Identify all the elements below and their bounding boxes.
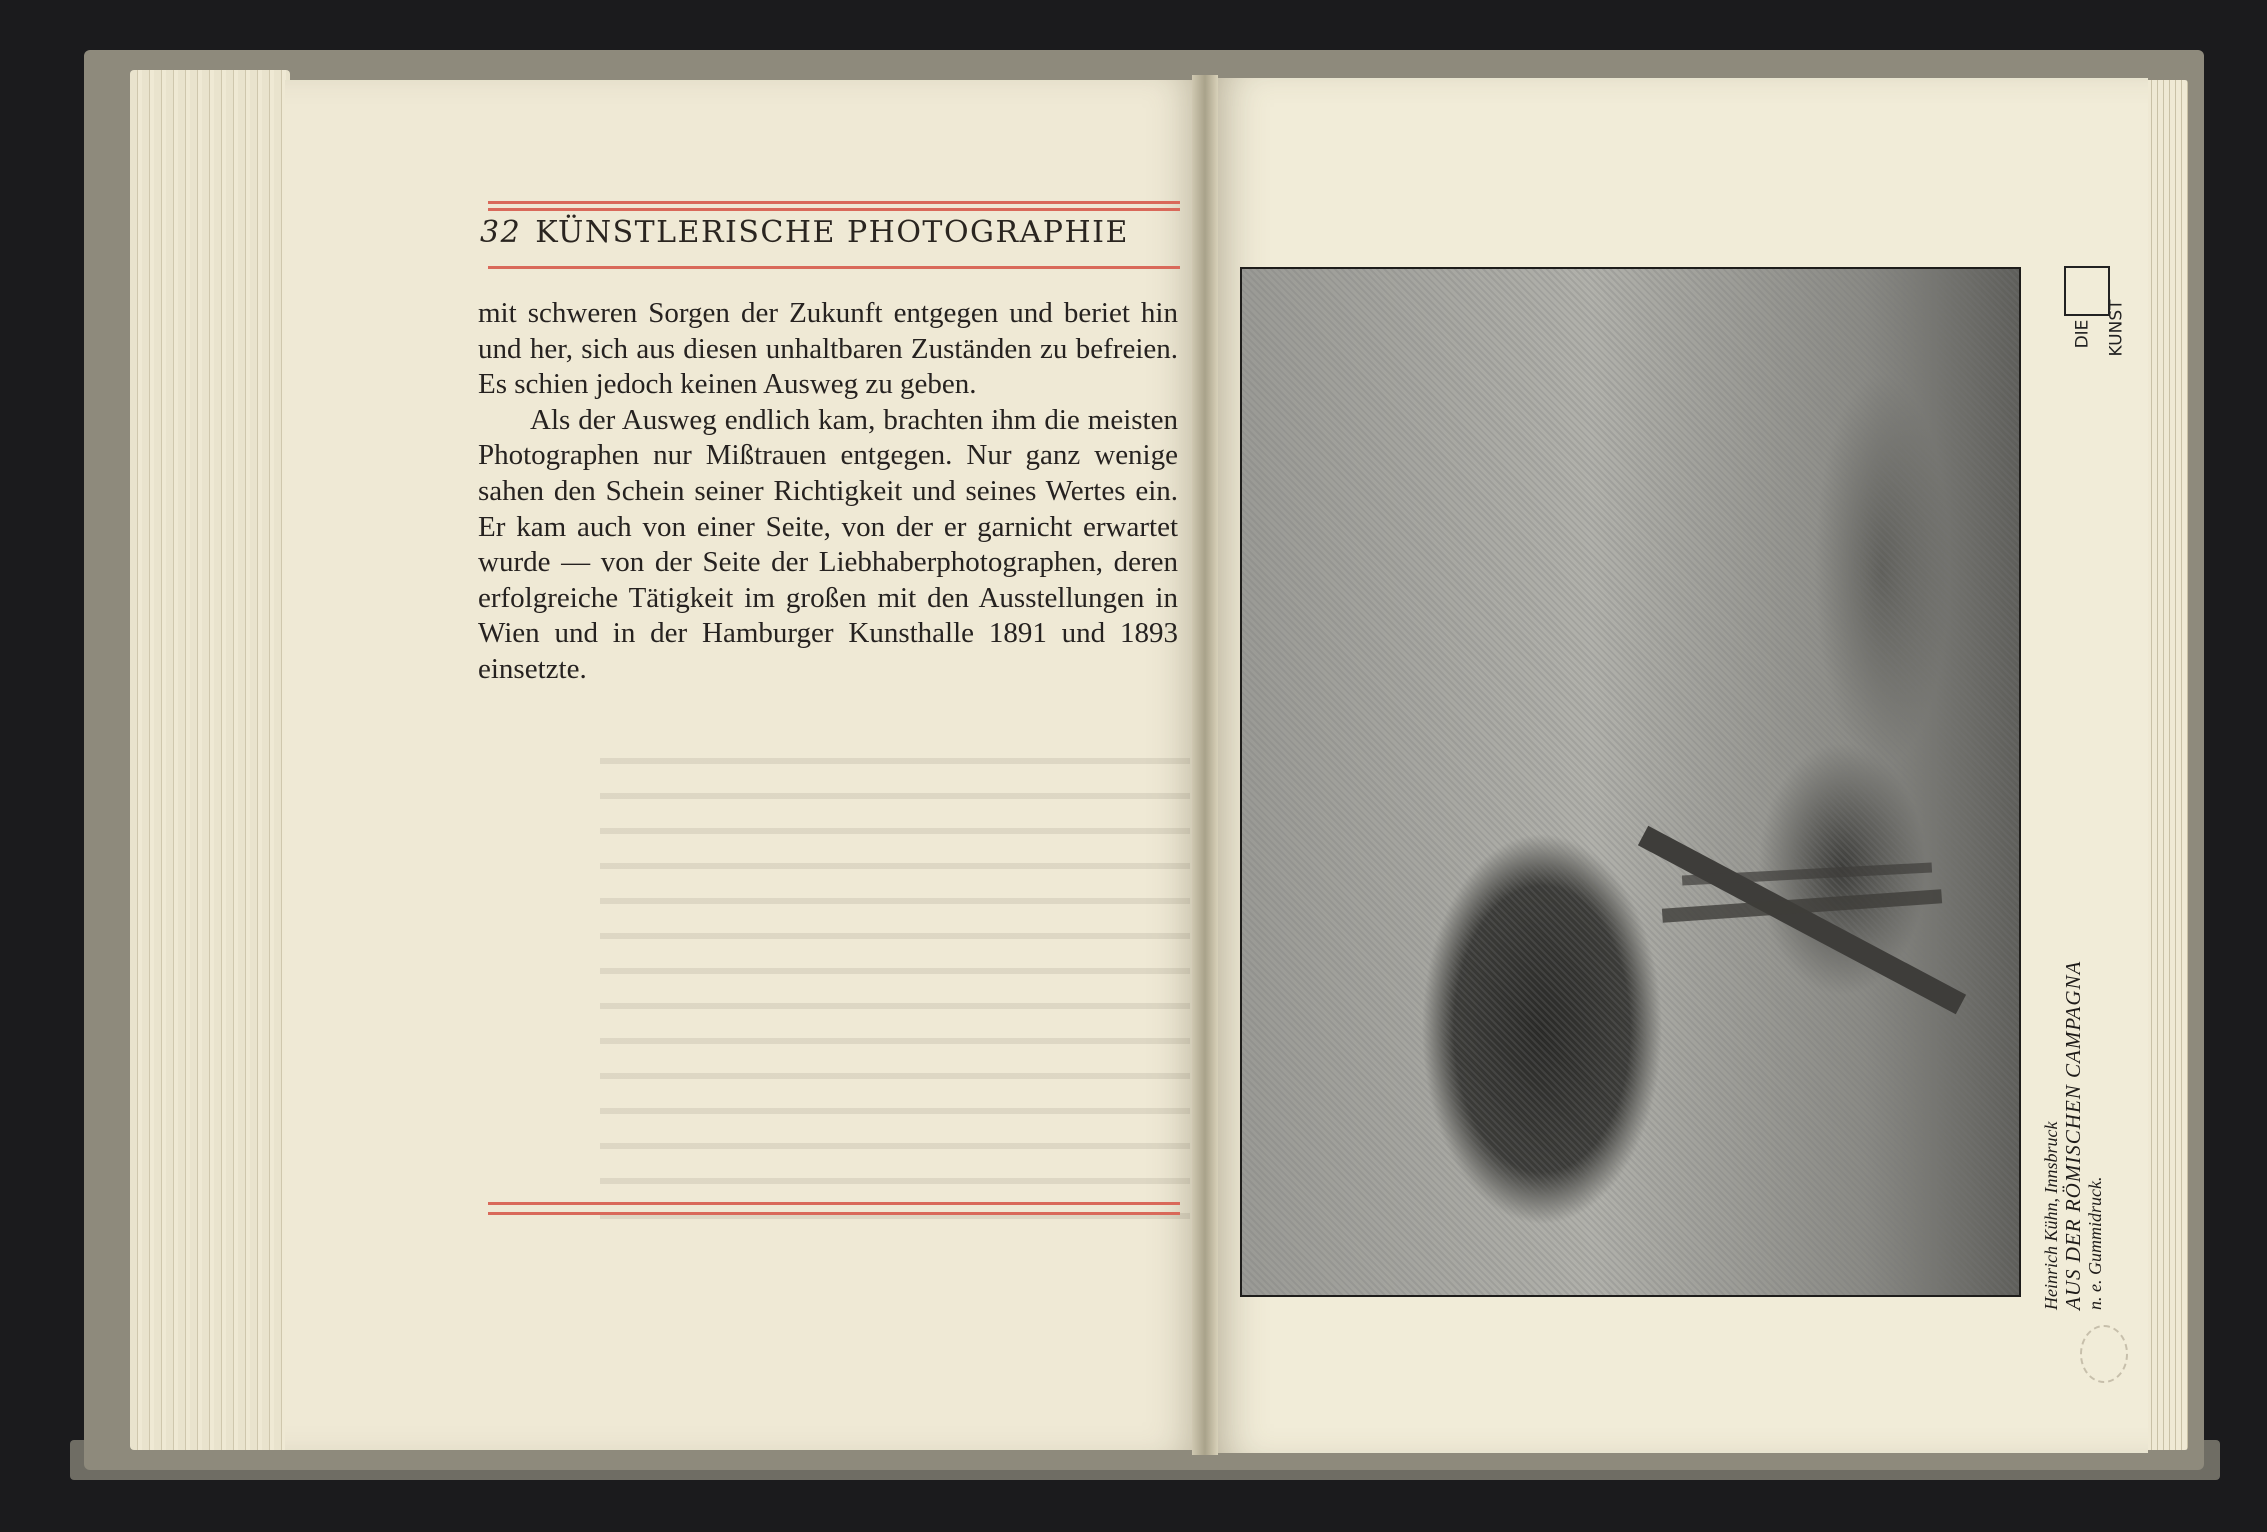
- logo-word-die: DIE: [2072, 319, 2093, 349]
- die-kunst-logo: [2062, 268, 2142, 357]
- caption-process: n. e. Gummidruck.: [2085, 1176, 2105, 1310]
- logo-frame: [2064, 266, 2110, 316]
- paragraph: Als der Ausweg endlich kam, brachten ihm die meisten Photographen nur Mißtrauen entgegen. Nur ganz wenige sahen den Schein seiner Richtigkeit und seines Wertes ein. Er kam auch von einer Seite, von der er garnicht erwartet wurde — von der Seite der Liebhaberphotographen, deren erfolgreiche Tätigkeit im großen mit den Ausstellungen in Wien und in der Hamburger Kunsthalle 1891 und 1893 einsetzte.: [478, 403, 1178, 685]
- page-number: 32: [480, 215, 522, 250]
- photo-grain: [1242, 269, 2019, 1295]
- library-stamp: [2080, 1325, 2128, 1383]
- caption-photographer: Heinrich Kühn, Innsbruck: [2041, 1121, 2061, 1310]
- header-rule-top-2: [488, 208, 1180, 211]
- footer-rule-1: [488, 1202, 1180, 1205]
- running-head-title: KÜNSTLERISCHE PHOTOGRAPHIE: [535, 215, 1129, 250]
- footer-rule-2: [488, 1212, 1180, 1215]
- caption-title: AUS DER RÖMISCHEN CAMPAGNA: [2061, 960, 2085, 1310]
- landscape-photograph: [1240, 267, 2021, 1297]
- header-rule-bottom: [488, 266, 1180, 269]
- book-gutter: [1192, 75, 1218, 1455]
- header-rule-top-1: [488, 201, 1180, 204]
- left-page-stack: [130, 70, 290, 1450]
- body-text: [478, 296, 1178, 688]
- logo-word-kunst: KUNST: [2106, 299, 2127, 357]
- running-head: [480, 215, 1180, 265]
- photo-caption: [2040, 890, 2106, 1310]
- paragraph: mit schweren Sorgen der Zukunft entgegen und beriet hin und her, sich aus diesen unhaltbaren Zuständen zu befreien. Es schien jedoch keinen Ausweg zu geben.: [478, 297, 1178, 401]
- show-through-text: [600, 740, 1190, 1220]
